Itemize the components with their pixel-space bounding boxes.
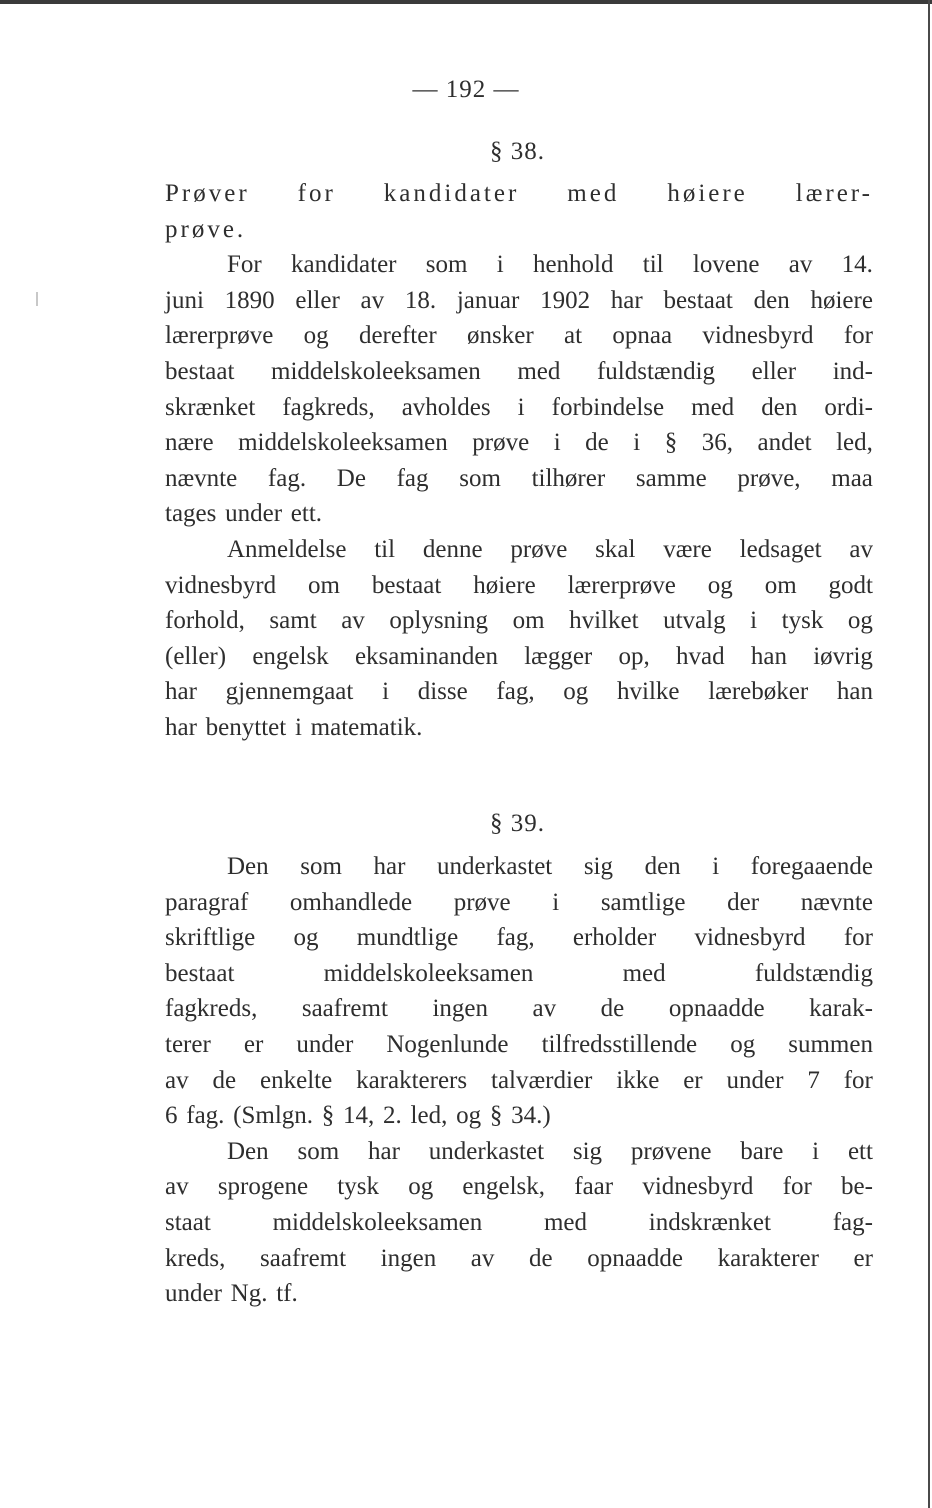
word: benyttet [205,713,287,741]
word: bestaat [165,959,235,987]
word: til [374,535,396,563]
word: og [730,1030,756,1058]
paragraph [165,247,873,532]
word: matematik. [310,713,423,741]
word: prøve, [737,464,801,492]
word: har [165,713,197,741]
word: led, [836,429,873,457]
word: av [470,1244,495,1272]
word: om [764,571,797,599]
section-39-body [165,849,873,1312]
word: faar [574,1173,614,1201]
word: opnaa [612,322,673,350]
word: tysk [337,1173,379,1201]
word: til [642,251,664,279]
word: prøve [510,535,568,563]
text-line [165,461,873,497]
word: vidnesbyrd [642,1173,754,1201]
word: tysk [781,607,824,635]
word: engelsk [252,642,329,670]
word: middelskoleeksamen [272,1208,483,1236]
word: kandidater [291,251,397,279]
word: i [496,251,504,279]
section-heading-38: § 38. [490,138,545,165]
word: Ng. [230,1280,268,1308]
word: 1890 [224,286,275,314]
word: og [563,678,589,706]
word: For [227,251,262,279]
word: opnaadde [668,995,765,1023]
word: ønsker [467,322,534,350]
word: januar [456,286,520,314]
word: 7 [807,1066,820,1094]
word: for [297,180,336,207]
word: karakterer [717,1244,819,1272]
word: iøvrig [813,642,873,670]
text-line [165,568,873,604]
word: ingen [432,995,488,1023]
word: som [297,1137,340,1165]
word: underkastet [428,1137,545,1165]
word: tilhører [531,464,606,492]
paragraph [165,176,873,247]
word: nævnte [165,464,238,492]
word: han [836,678,873,706]
word: fag- [832,1208,873,1236]
word: Den [227,853,269,880]
word: enkelte [260,1066,333,1094]
text-line [165,247,873,283]
word: erholder [572,924,657,952]
word: den [761,393,798,421]
word: som [300,853,342,880]
word: høiere [473,571,536,599]
word: de [529,1244,553,1272]
text-line [165,674,873,710]
word: den [753,286,790,314]
word: fagkreds, [282,393,375,421]
text-line [165,1276,873,1312]
word: underkastet [437,853,553,880]
word: være [663,535,712,563]
word: maa [831,464,873,492]
word: opnaadde [587,1244,683,1272]
word: under [296,1030,354,1058]
word: § [489,1102,503,1130]
word: av [165,1066,189,1094]
word: fuldstændig [754,959,873,987]
word: er [243,1030,264,1058]
word: om [308,571,340,599]
word: be- [841,1173,873,1201]
word: av [165,1173,189,1201]
text-line [165,283,873,319]
word: 1902 [540,286,591,314]
word: 36, [701,429,733,457]
word: summen [788,1030,873,1058]
word: at [563,322,583,350]
scan-edge-right [928,0,930,1508]
word: av [360,286,385,314]
word: fagkreds, [165,995,258,1023]
word: for [843,322,873,350]
paragraph [165,1134,873,1312]
word: for [843,924,873,952]
text-line [165,639,873,675]
word: middelskoleeksamen [238,429,448,457]
word: som [459,464,501,492]
word: tf. [276,1280,298,1308]
word: i [633,429,641,457]
word: Nogenlunde [386,1030,509,1058]
word: paragraf [165,888,249,916]
text-line [165,176,873,212]
word: denne [422,535,483,563]
word: karak- [809,995,873,1023]
word: under [225,500,283,528]
section-38-body [165,176,873,746]
word: ikke [616,1066,660,1094]
word: 2. [383,1102,402,1130]
word: fag, [496,678,535,706]
word: i [812,1137,820,1165]
word: har [610,286,643,314]
text-line [165,1241,873,1277]
word: ind- [832,357,873,385]
word: skriftlige [165,924,256,952]
word: vidnesbyrd [165,571,277,599]
word: prøvene [630,1137,712,1165]
word: lærerprøve [567,571,676,599]
word: han [750,642,787,670]
word: hvilke [617,678,680,706]
word: avholdes [401,393,491,421]
text-line [165,212,873,248]
word: bestaat [371,571,442,599]
word: og [408,1173,434,1201]
word: ordi- [824,393,873,421]
word: og [293,924,319,952]
word: kandidater [383,180,520,207]
text-line [165,603,873,639]
word: skrænket [165,393,256,421]
word: (Smlgn. [233,1102,314,1130]
word: 34.) [511,1102,551,1130]
word: fuldstændig [596,357,716,385]
word: op, [618,642,650,670]
word: i [750,607,758,635]
word: med [517,357,561,385]
word: nævnte [800,888,873,916]
text-line [165,354,873,390]
word: vidnesbyrd [702,322,814,350]
scan-speck [36,292,38,306]
word: ledsaget [739,535,822,563]
word: (eller) [165,642,227,670]
word: 18. [404,286,437,314]
word: av [788,251,813,279]
word: forhold, [165,607,245,635]
word: sprogene [217,1173,309,1201]
word: med [622,959,666,987]
word: samme [635,464,707,492]
word: lovene [692,251,760,279]
word: 6 [165,1102,178,1130]
word: i [517,393,525,421]
word: andet [757,429,812,457]
text-line [165,885,873,921]
text-line [165,1205,873,1241]
text-line [165,920,873,956]
word: der [727,888,760,916]
word: ingen [380,1244,437,1272]
word: Anmeldelse [227,535,347,563]
paragraph [165,532,873,746]
text-line [165,390,873,426]
text-line [165,956,873,992]
word: hvad [676,642,725,670]
word: under [726,1066,784,1094]
word: for [843,1066,873,1094]
word: og [456,1102,482,1130]
word: utvalg [663,607,726,635]
text-line [165,710,873,746]
word: og [847,607,873,635]
word: kreds, [165,1244,226,1272]
word: for [782,1173,812,1201]
text-line [165,1027,873,1063]
word: saafremt [301,995,388,1023]
word: juni [165,286,204,314]
word: oplysning [389,607,488,635]
paragraph [165,849,873,1134]
word: bestaat [165,357,235,385]
word: har [368,1137,400,1165]
word: fag, [496,924,535,952]
word: lærebøker [708,678,809,706]
word: forbindelse [551,393,665,421]
word: samt [269,607,317,635]
word: eller [751,357,797,385]
word: godt [828,571,873,599]
word: ett. [290,500,323,528]
word: samtlige [600,888,686,916]
word: av [849,535,873,563]
word: engelsk, [462,1173,546,1201]
word: led, [410,1102,448,1130]
word: fag. [267,464,307,492]
text-line [165,1063,873,1099]
word: gjennemgaat [225,678,354,706]
word: har [373,853,406,880]
word: derefter [358,322,437,350]
page-number: — 192 — [412,76,520,103]
word: de [585,429,609,457]
word: staat [165,1208,211,1236]
word: De [336,464,366,492]
word: mundtlige [356,924,459,952]
text-line [165,849,873,885]
word: Den [227,1137,269,1165]
word: sig [583,853,613,880]
word: middelskoleeksamen [271,357,481,385]
word: § [664,429,678,457]
word: høiere [810,286,873,314]
word: foregaaende [750,853,873,880]
word: med [543,1208,588,1236]
word: og [303,322,329,350]
word: eller [295,286,340,314]
word: prøve [453,888,511,916]
word: middelskoleeksamen [323,959,534,987]
text-line [165,318,873,354]
word: tages [165,500,217,528]
word: med [567,180,620,207]
section-heading-39: § 39. [490,810,545,837]
word: lærer- [795,180,873,207]
word: som [425,251,468,279]
word: Prøver [165,180,250,207]
word: i [382,678,390,706]
word: vidnesbyrd [694,924,806,952]
word: i [552,888,560,916]
word: omhandlede [289,888,413,916]
text-line [165,1098,873,1134]
word: talværdier [491,1066,593,1094]
word: de [212,1066,237,1094]
word: i [294,713,302,741]
scan-edge-top [0,0,932,4]
word: henhold [532,251,614,279]
word: karakterers [356,1066,468,1094]
word: har [165,678,197,706]
text-line [165,532,873,568]
word: 14. [841,251,873,279]
word: fag. [186,1102,225,1130]
word: disse [417,678,468,706]
text-line [165,425,873,461]
word: tilfredsstillende [541,1030,698,1058]
word: skal [595,535,636,563]
word: av [341,607,365,635]
word: prøve [472,429,530,457]
word: fag [396,464,429,492]
word: med [691,393,735,421]
word: av [532,995,557,1023]
word: under [165,1280,222,1308]
word: prøve. [165,215,247,243]
text-line [165,1169,873,1205]
word: § [321,1102,335,1130]
word: ett [847,1137,873,1165]
word: hvilket [569,607,639,635]
word: indskrænket [648,1208,771,1236]
word: om [512,607,545,635]
text-line [165,496,873,532]
word: i [712,853,720,880]
word: saafremt [260,1244,347,1272]
word: bestaat [663,286,733,314]
word: eksaminanden [354,642,498,670]
word: de [600,995,625,1023]
text-line [165,1134,873,1170]
word: og [707,571,733,599]
word: nære [165,429,214,457]
word: terer [165,1030,211,1058]
word: lærerprøve [165,322,274,350]
text-line [165,991,873,1027]
word: den [644,853,681,880]
word: 14, [343,1102,375,1130]
word: lægger [524,642,593,670]
word: sig [572,1137,603,1165]
word: er [683,1066,703,1094]
word: bare [740,1137,784,1165]
word: i [553,429,561,457]
word: høiere [667,180,748,207]
word: er [853,1244,873,1272]
